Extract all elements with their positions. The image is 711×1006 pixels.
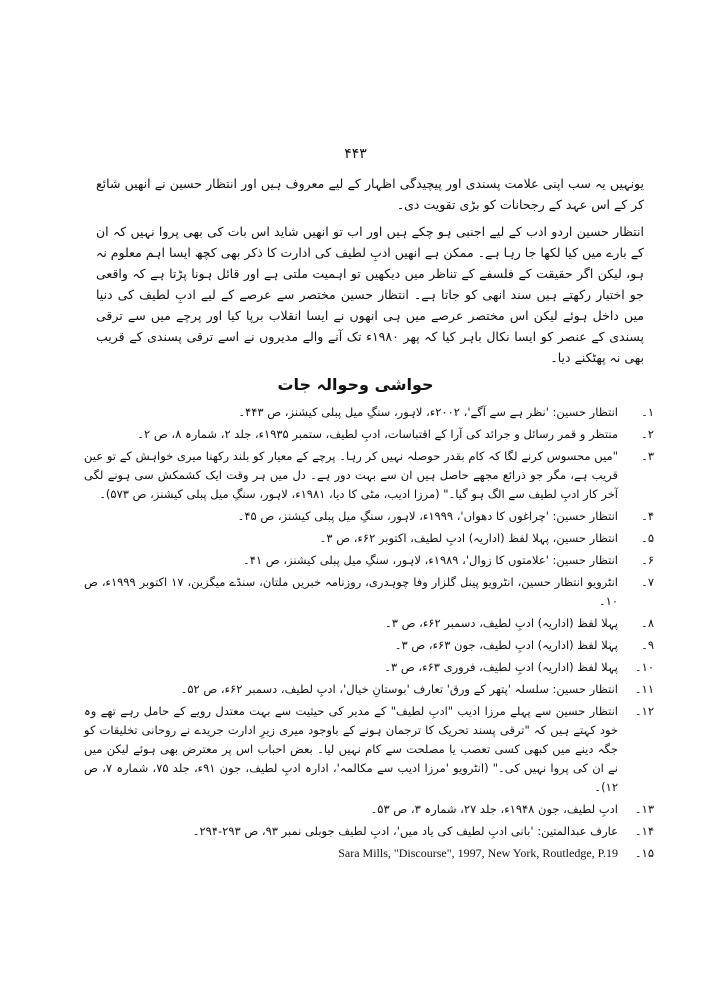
- note-text: پہلا لفظ (اداریہ) ادبِ لطیف، جون ۶۳ء، ص ۳۔: [394, 638, 618, 652]
- note-text: "میں محسوس کرنے لگا کہ کام بقدر حوصلہ نہیں کر رہا۔ پرچے کے معیار کو بلند رکھنا میری خواہش کے تو عین قریب ہے، مگر جو ذرائع مجھے حاصل ہیں ان سے بہت دور ہے۔ دل میں ہر وقت ایک کشمکش سی ہونے لگی آخر کار ادبِ لطیف سے الگ ہو گیا۔" (مرزا ادیب، مٹی کا دیا، ۱۹۸۱ء، لاہور، سنگِ میل پبلی کیشنز، ص ۵۷۳)۔: [84, 449, 618, 501]
- note-number: ۳۔: [641, 449, 654, 463]
- note-item: [84, 529, 654, 548]
- note-item: [84, 403, 654, 422]
- note-number: ۱۔: [641, 405, 654, 419]
- note-text: انتظار حسین: 'چراغوں کا دھواں'، ۱۹۹۹ء، لاہور، سنگِ میل پبلی کیشنز، ص ۴۵۔: [237, 509, 618, 523]
- note-item: [84, 447, 654, 504]
- note-number: ۱۵۔: [634, 846, 654, 860]
- note-text: ادبِ لطیف، جون ۱۹۴۸ء، جلد ۲۷، شمارہ ۳، ص ۵۳۔: [370, 802, 618, 816]
- note-item: [84, 507, 654, 526]
- note-text: عارف عبدالمتین: 'بانی ادبِ لطیف کی یاد میں'، ادبِ لطیف جوبلی نمبر ۹۳، ص ۲۹۳-۲۹۴۔: [192, 824, 618, 838]
- note-number: ۱۴۔: [634, 824, 654, 838]
- note-number: ۴۔: [641, 509, 654, 523]
- note-number: ۲۔: [641, 427, 654, 441]
- note-text: منتظر و قمر رسائل و جرائد کی آرا کے اقتباسات، ادبِ لطیف، ستمبر ۱۹۳۵ء، جلد ۲، شمارہ ۸، ص ۲۔: [137, 427, 618, 441]
- note-text: انٹرویو انتظار حسین، انٹرویو پینل گلزار وفا چوہدری، روزنامہ خبریں ملتان، سنڈے میگزین، ۱۷ اکتوبر ۱۹۹۹ء، ص ۱۰۔: [84, 575, 618, 608]
- note-text: انتظار حسین: 'علامتوں کا زوال'، ۱۹۸۹ء، لاہور، سنگِ میل پبلی کیشنز، ص ۴۱۔: [243, 553, 618, 567]
- note-number: ۸۔: [641, 616, 654, 630]
- note-number: ۱۲۔: [634, 704, 654, 718]
- body-paragraph: یونہیں یہ سب اپنی علامت پسندی اور پیچیدگی اظہار کے لیے معروف ہیں اور انتظار حسین نے انھیں شائع کر کے اس عہد کے رجحانات کو بڑی تقویت دی۔: [96, 175, 644, 212]
- note-item: [84, 800, 654, 819]
- notes-heading: حواشی وحوالہ جات: [277, 375, 434, 394]
- note-number: ۷۔: [641, 575, 654, 589]
- note-text: Sara Mills, "Discourse", 1997, New York, Routledge, P.19: [338, 846, 618, 860]
- body-paragraph: انتظار حسین اردو ادب کے لیے اجنبی ہو چکے ہیں اور اب تو انھیں شاید اس بات کی بھی پروا نہیں کہ ان کے بارے میں کیا لکھا جا رہا ہے۔ ممکن ہے انھیں ادبِ لطیف کی ادارت کا ذکر بھی کچھ ایسا اہم معلوم نہ ہو، لیکن اگر حقیقت کے فلسفے کے تناظر میں دیکھیں تو اہمیت ملتی ہے اور قائل ہونا پڑتا ہے کہ واقعی جو اختیار رکھتے ہیں سند انھی کو جاتا ہے۔ انتظار حسین مختصر سے عرصے کے لیے ادبِ لطیف کی دنیا میں داخل ہوئے لیکن اس مختصر عرصے میں ہی انھوں نے ایسا انقلاب برپا کیا اور پرچے میں سے ترقی پسندی کے عنصر کو ایسا نکال باہر کیا کہ پھر ۱۹۸۰ء تک آنے والے مدیروں نے اسے ترقی پسندی کے قریب بھی نہ پھٹکنے دیا۔: [96, 223, 644, 365]
- note-item: [84, 822, 654, 841]
- note-number: ۵۔: [641, 531, 654, 545]
- note-item: [84, 844, 654, 863]
- note-text: پہلا لفظ (اداریہ) ادبِ لطیف، دسمبر ۶۲ء، ص ۳۔: [385, 616, 618, 630]
- note-text: انتظار حسین، پہلا لفظ (اداریہ) ادبِ لطیف، اکتوبر ۶۲ء، ص ۳۔: [319, 531, 618, 545]
- note-number: ۱۳۔: [634, 802, 654, 816]
- notes-list: [84, 403, 654, 866]
- note-item: [84, 551, 654, 570]
- page-number: ۴۴۳: [344, 146, 367, 162]
- note-text: پہلا لفظ (اداریہ) ادبِ لطیف، فروری ۶۳ء، ص ۳۔: [384, 660, 618, 674]
- note-number: ۶۔: [641, 553, 654, 567]
- note-text: انتظار حسین: سلسلہ 'پتھر کے ورق' تعارف 'بوستانِ خیال'، ادبِ لطیف، دسمبر ۶۲ء، ص ۵۲۔: [180, 682, 618, 696]
- note-item: [84, 680, 654, 699]
- note-item: [84, 658, 654, 677]
- note-text: انتظار حسین سے پہلے مرزا ادیب "ادبِ لطیف" کے مدیر کی حیثیت سے بہت معتدل رویے کے حامل رہے تھے وہ خود کہتے ہیں کہ "ترقی پسند تحریک کا ترجمان ہونے کے باوجود میری زیرِ ادارت جریدے نے روحانی تخلیقات کو جگہ دینے میں کبھی کسی تعصب یا مصلحت سے کام نہیں لیا۔ بعض احباب اس پر معترض بھی ہوئے لیکن میں نے ان کی پروا نہیں کی۔" (انٹرویو 'مرزا ادیب سے مکالمہ'، ادارہ ادبِ لطیف، جون ۹۱ء، جلد ۷۵، شمارہ ۷، ص ۱۲)۔: [84, 704, 618, 794]
- note-item: [84, 573, 654, 611]
- note-number: ۱۱۔: [634, 682, 654, 696]
- note-number: ۹۔: [641, 638, 654, 652]
- note-text: انتظار حسین: 'نظر ہے سے آگے'، ۲۰۰۲ء، لاہور، سنگِ میل پبلی کیشنز، ص ۴۴۳۔: [238, 405, 618, 419]
- note-item: [84, 614, 654, 633]
- note-item: [84, 425, 654, 444]
- note-item: [84, 702, 654, 797]
- note-number: ۱۰۔: [634, 660, 654, 674]
- note-item: [84, 636, 654, 655]
